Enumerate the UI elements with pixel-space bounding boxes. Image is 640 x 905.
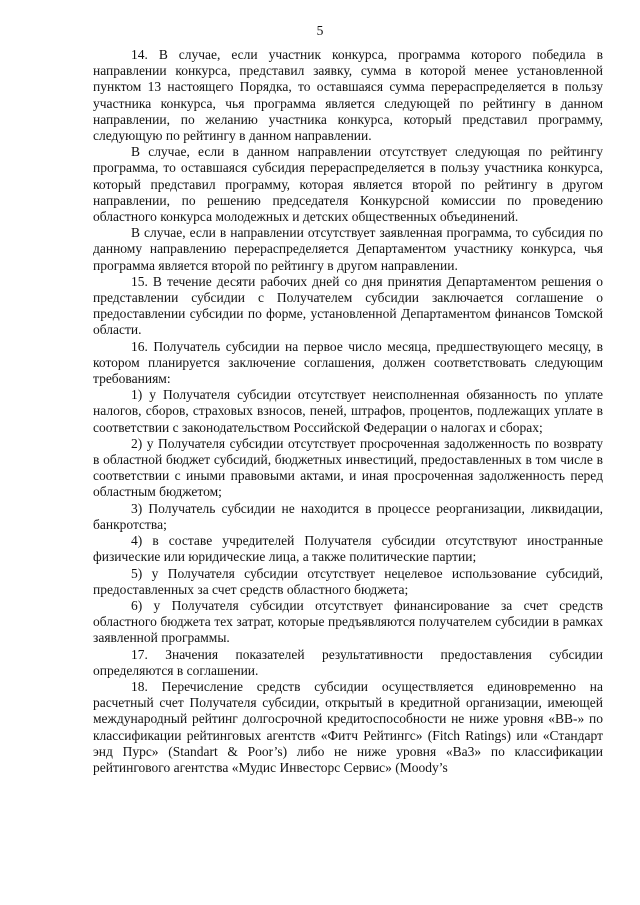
requirement-1: 1) у Получателя субсидии отсутствует неисполненная обязанность по уплате налогов, сборов, страховых взносов, пеней, штрафов, процентов, подлежащих уплате в соответствии с законодательством Российской Федерации о налогах и сборах; [93,387,603,435]
paragraph-14-case-no-next: В случае, если в данном направлении отсутствует следующая по рейтингу программа, то оставшаяся субсидия перераспределяется в пользу участника конкурса, который представил программу, которая является второй по рейтингу в другом направлении, по решению председателя Конкурсной комиссии по проведению областного конкурса молодежных и детских общественных объединений. [93,144,603,225]
paragraph-15: 15. В течение десяти рабочих дней со дня принятия Департаментом решения о представлении субсидии с Получателем субсидии заключается соглашение о предоставлении субсидии по форме, установленной Департаментом финансов Томской области. [93,273,603,338]
requirement-2: 2) у Получателя субсидии отсутствует просроченная задолженность по возврату в областной бюджет субсидий, бюджетных инвестиций, предоставленных в том числе в соответствии с иными правовыми актами, и иная просроченная задолженность перед областным бюджетом; [93,435,603,500]
document-body [93,47,603,776]
paragraph-14-case-no-program: В случае, если в направлении отсутствует заявленная программа, то субсидия по данному направлению перераспределяется Департаментом участнику конкурса, чья программа является второй по рейтингу в другом направлении. [93,225,603,273]
paragraph-18: 18. Перечисление средств субсидии осуществляется единовременно на расчетный счет Получателя субсидии, открытый в кредитной организации, имеющей международный рейтинг долгосрочной кредитоспособности не ниже уровня «BB-» по классификации рейтинговых агентств «Фитч Рейтингс» (Fitch Ratings) или «Стандарт энд Пурс» (Standart & Poor’s) либо не ниже уровня «Ba3» по классификации рейтингового агентства «Мудис Инвесторс Сервис» (Moody’s [93,678,603,775]
paragraph-17: 17. Значения показателей результативности предоставления субсидии определяются в соглашении. [93,646,603,678]
requirement-4: 4) в составе учредителей Получателя субсидии отсутствуют иностранные физические или юридические лица, а также политические партии; [93,533,603,565]
requirement-5: 5) у Получателя субсидии отсутствует нецелевое использование субсидий, предоставленных за счет средств областного бюджета; [93,565,603,597]
requirement-3: 3) Получатель субсидии не находится в процессе реорганизации, ликвидации, банкротства; [93,500,603,532]
requirement-6: 6) у Получателя субсидии отсутствует финансирование за счет средств областного бюджета тех затрат, которые предъявляются получателем субсидии в рамках заявленной программы. [93,597,603,646]
paragraph-14: 14. В случае, если участник конкурса, программа которого победила в направлении конкурса, представил заявку, сумма в которой менее установленной пунктом 13 настоящего Порядка, то оставшаяся сумма перераспределяется в пользу участника конкурса, чья программа является следующей по рейтингу в данном направлении, по желанию участника конкурса, который представил программу, следующую по рейтингу в данном направлении. [93,47,603,144]
paragraph-16: 16. Получатель субсидии на первое число месяца, предшествующего месяцу, в котором планируется заключение соглашения, должен соответствовать следующим требованиям: [93,338,603,387]
page-number: 5 [316,23,324,38]
